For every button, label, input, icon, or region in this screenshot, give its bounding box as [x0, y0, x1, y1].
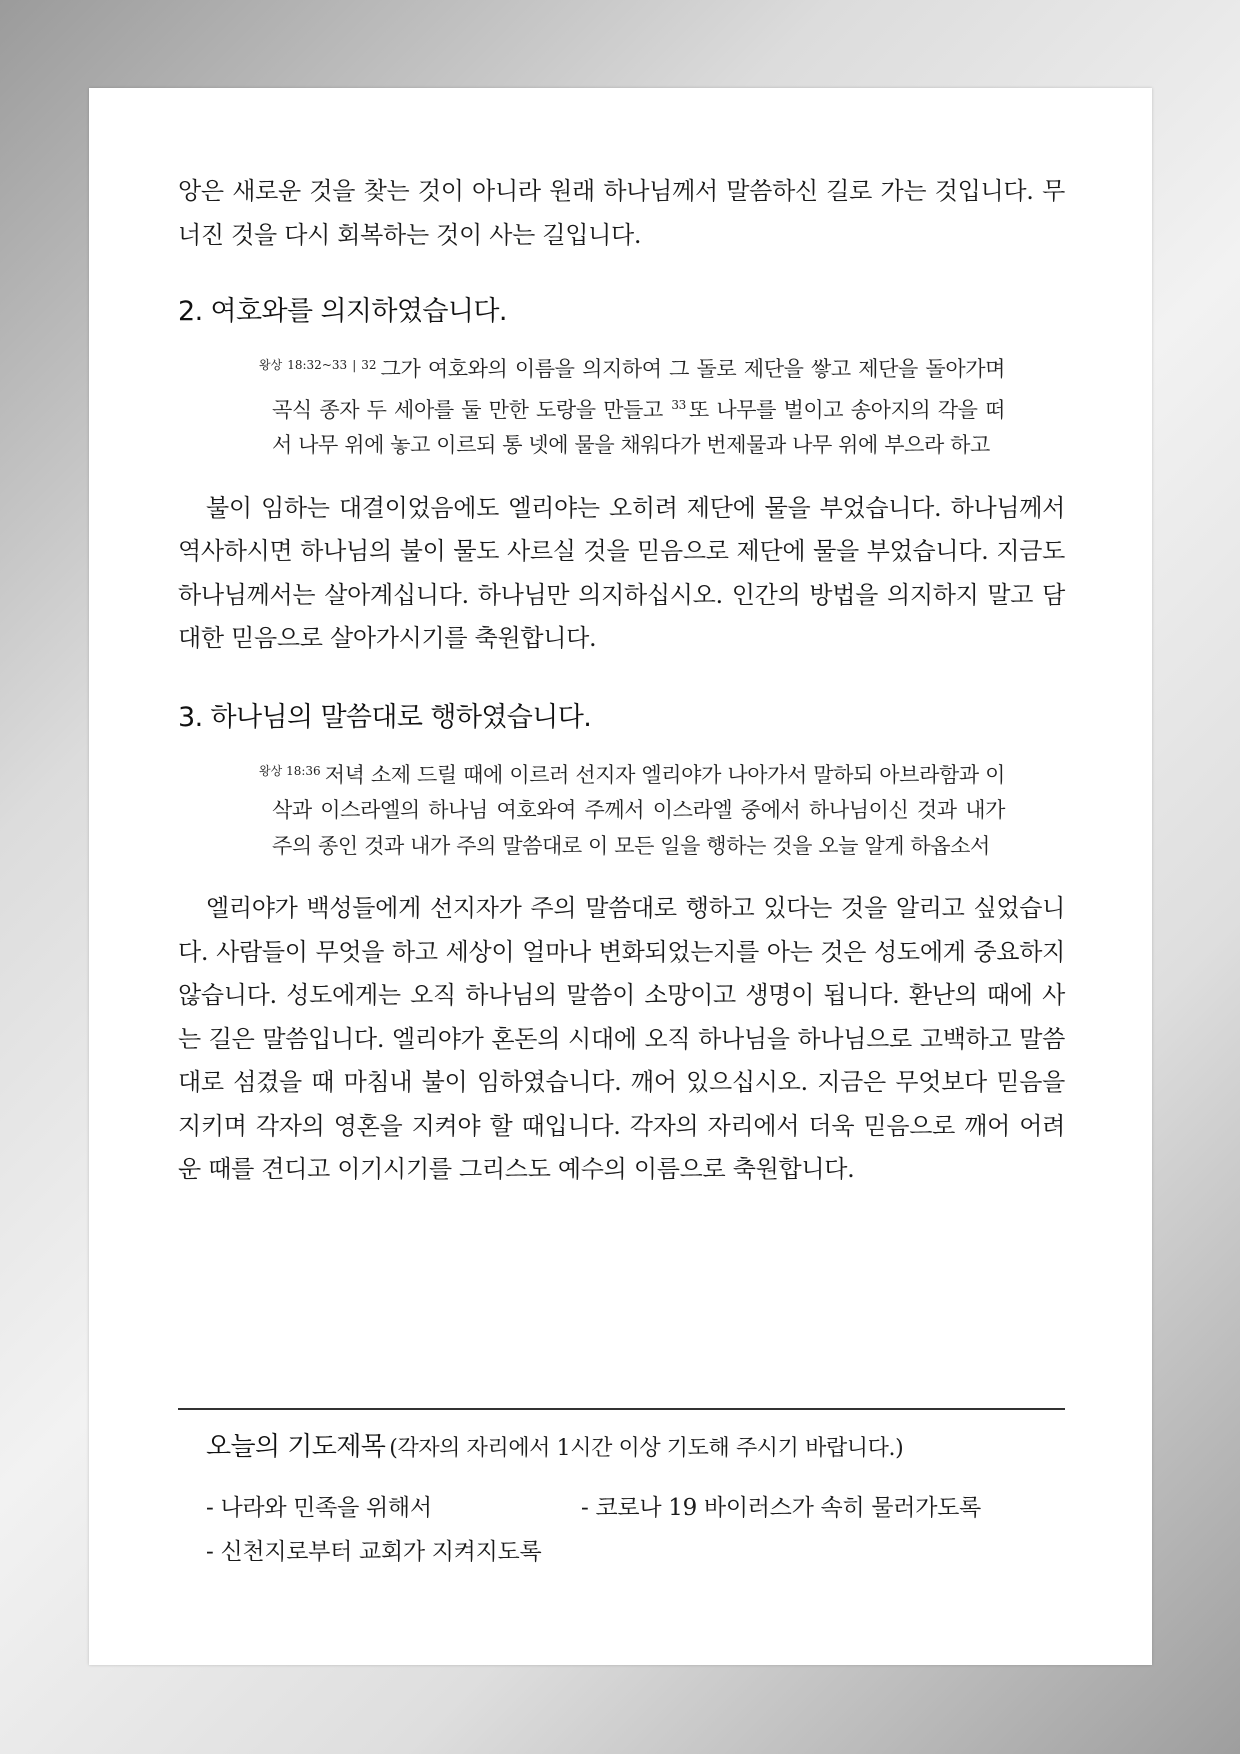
prayer-item: - 나라와 민족을 위해서	[206, 1495, 432, 1521]
verse-text: 저녁 소제 드릴 때에 이르러 선지자 엘리야가 나아가서 말하되 아브라함과 이삭과 이스라엘의 하나님 여호와여 주께서 이스라엘 중에서 하나님이신 것과 내가 주의 종인 것과 내가 주의 말씀대로 이 모든 일을 행하는 것을 오늘 알게 하옵소서	[272, 762, 1005, 858]
prayer-title: 오늘의 기도제목	[206, 1432, 386, 1462]
prayer-note: (각자의 자리에서 1시간 이상 기도해 주시기 바랍니다.)	[389, 1436, 904, 1461]
prayer-list	[206, 1489, 1066, 1579]
document-page	[89, 88, 1152, 1665]
section-2-heading: 2. 여호와를 의지하였습니다.	[178, 296, 507, 327]
intro-paragraph: 앙은 새로운 것을 찾는 것이 아니라 원래 하나님께서 말씀하신 길로 가는 것입니다. 무너진 것을 다시 회복하는 것이 사는 길입니다.	[178, 177, 1065, 249]
prayer-header	[206, 1426, 1066, 1463]
section-divider	[178, 1408, 1065, 1410]
section-3-paragraph: 엘리야가 백성들에게 선지자가 주의 말씀대로 행하고 있다는 것을 알리고 싶었습니다. 사람들이 무엇을 하고 세상이 얼마나 변화되었는지를 아는 것은 성도에게 중요하지 않습니다. 성도에게는 오직 하나님의 말씀이 소망이고 생명이 됩니다. 환난의 때에 사는 길은 말씀입니다. 엘리야가 혼돈의 시대에 오직 하나님을 하나님으로 고백하고 말씀대로 섬겼을 때 마침내 불이 임하였습니다. 깨어 있으십시오. 지금은 무엇보다 믿음을 지키며 각자의 영혼을 지켜야 할 때입니다. 각자의 자리에서 더욱 믿음으로 깨어 어려운 때를 견디고 이기시기를 그리스도 예수의 이름으로 축원합니다.	[178, 894, 1065, 1183]
verse-number: 33	[671, 397, 686, 412]
section-2-verse	[259, 348, 1005, 464]
verse-reference: 왕상 18:32~33 | 32	[259, 358, 377, 372]
section-3-verse	[259, 754, 1005, 865]
verse-reference: 왕상 18:36	[259, 763, 321, 778]
prayer-box	[206, 1426, 1066, 1579]
page-body	[178, 88, 1065, 1192]
verse-text: 그가 여호와의 이름을 의지하여 그 돌로 제단을 쌓고 제단을 돌아가며 곡식 종자 두 세아를 둘 만한 도랑을 만들고	[272, 357, 1005, 422]
prayer-item: - 코로나 19 바이러스가 속히 물러가도록	[581, 1495, 981, 1521]
prayer-item: - 신천지로부터 교회가 지켜지도록	[206, 1539, 542, 1565]
section-3-heading: 3. 하나님의 말씀대로 행하였습니다.	[178, 701, 592, 733]
verse-text: 또 나무를 벌이고 송아지의 각을 떠서 나무 위에 놓고 이르되 통 넷에 물을 채워다가 번제물과 나무 위에 부으라 하고	[272, 397, 1005, 457]
section-2-paragraph: 불이 임하는 대결이었음에도 엘리야는 오히려 제단에 물을 부었습니다. 하나님께서 역사하시면 하나님의 불이 물도 사르실 것을 믿음으로 제단에 물을 부었습니다. 지금도 하나님께서는 살아계십니다. 하나님만 의지하십시오. 인간의 방법을 의지하지 말고 담대한 믿음으로 살아가시기를 축원합니다.	[178, 493, 1065, 652]
